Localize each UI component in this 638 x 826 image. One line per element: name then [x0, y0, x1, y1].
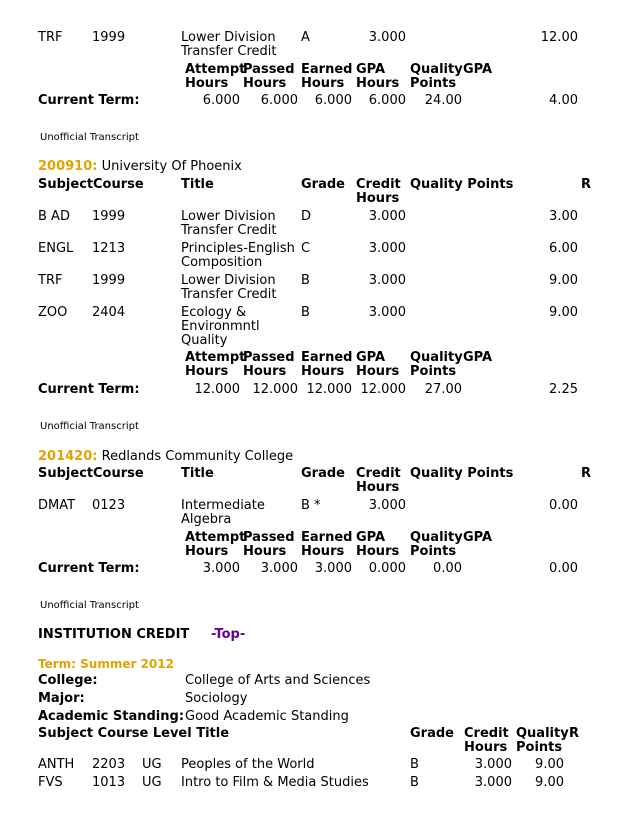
grade-cell: B: [301, 273, 310, 288]
earned-header-line2: Hours: [301, 76, 345, 91]
gpa-hours-value: 0.000: [368, 561, 406, 576]
gpa-value: 0.00: [549, 561, 578, 576]
grade-cell: D: [301, 209, 312, 224]
title-cell-line1: Lower Division: [181, 209, 276, 224]
subject-cell: B AD: [38, 209, 70, 224]
quality-header: Quality: [410, 350, 463, 365]
grade-cell: B: [301, 305, 310, 320]
earned-header: Earned: [301, 530, 353, 545]
attempt-header-line2: Hours: [185, 544, 229, 559]
passed-hours-value: 3.000: [260, 561, 298, 576]
institution-credit-heading: INSTITUTION CREDIT: [38, 627, 190, 642]
gpa-hours-header: GPA: [356, 350, 386, 365]
course-cell: 2404: [92, 305, 126, 320]
attempt-hours-value: 12.000: [194, 382, 240, 397]
attempt-header: Attempt: [185, 530, 246, 545]
title-header: Title: [181, 466, 214, 481]
gpa-header: GPA: [463, 350, 493, 365]
grade-cell: B *: [301, 498, 321, 513]
institution-name: University Of Phoenix: [101, 159, 242, 174]
attempt-header-line2: Hours: [185, 364, 229, 379]
institution-header: [38, 450, 293, 464]
subject-cell: ANTH: [38, 757, 75, 772]
title-cell-line2: Transfer Credit: [181, 223, 277, 238]
attempt-hours-value: 6.000: [202, 93, 240, 108]
course-cell: 1013: [92, 775, 126, 790]
passed-header: Passed: [243, 350, 295, 365]
earned-hours-value: 6.000: [314, 93, 352, 108]
top-link[interactable]: -Top-: [211, 627, 246, 642]
subject-header: Subject: [38, 177, 94, 192]
earned-header-line2: Hours: [301, 544, 345, 559]
credit-header-line2: Hours: [356, 480, 400, 495]
earned-hours-value: 12.000: [306, 382, 352, 397]
credit-header-line2: Hours: [464, 740, 508, 755]
grade-header: Grade: [410, 726, 454, 741]
gpa-header: GPA: [463, 530, 493, 545]
current-term-label: Current Term:: [38, 561, 140, 576]
quality-points-value: 24.00: [424, 93, 462, 108]
quality-points-cell: 9.00: [549, 273, 578, 288]
grade-cell: A: [301, 30, 310, 45]
title-cell-line3: Quality: [181, 333, 228, 348]
term-heading: Term: Summer 2012: [38, 657, 174, 671]
quality-header-line2: Points: [410, 544, 457, 559]
quality-points-cell: 3.00: [549, 209, 578, 224]
gpa-hours-header-line2: Hours: [356, 364, 400, 379]
grade-cell: B: [410, 775, 419, 790]
credit-cell: 3.000: [474, 775, 512, 790]
subject-cell: FVS: [38, 775, 63, 790]
passed-header: Passed: [243, 62, 295, 77]
current-term-label: Current Term:: [38, 93, 140, 108]
title-cell-line1: Ecology &: [181, 305, 247, 320]
course-cell: 1213: [92, 241, 126, 256]
passed-header: Passed: [243, 530, 295, 545]
quality-points-cell: 9.00: [535, 757, 564, 772]
quality-points-value: 0.00: [433, 561, 462, 576]
unofficial-transcript-note: Unofficial Transcript: [40, 421, 139, 432]
subject-course-level-title-header: Subject Course Level Title: [38, 726, 230, 741]
academic-standing-value: Good Academic Standing: [185, 709, 349, 724]
subject-cell: TRF: [38, 273, 63, 288]
subject-cell: DMAT: [38, 498, 76, 513]
quality-points-value: 27.00: [424, 382, 462, 397]
quality-points-cell: 9.00: [535, 775, 564, 790]
attempt-header-line2: Hours: [185, 76, 229, 91]
unofficial-transcript-note: Unofficial Transcript: [40, 600, 139, 611]
passed-header-line2: Hours: [243, 364, 287, 379]
gpa-hours-header: GPA: [356, 62, 386, 77]
quality-points-cell: 6.00: [549, 241, 578, 256]
title-cell-line2: Transfer Credit: [181, 44, 277, 59]
major-label: Major:: [38, 691, 85, 706]
grade-cell: C: [301, 241, 311, 256]
passed-header-line2: Hours: [243, 544, 287, 559]
quality-points-header: Quality Points: [410, 177, 514, 192]
course-cell: 1999: [92, 273, 126, 288]
course-header: Course: [93, 177, 144, 192]
attempt-header: Attempt: [185, 62, 246, 77]
earned-hours-value: 3.000: [314, 561, 352, 576]
credit-cell: 3.000: [368, 30, 406, 45]
quality-header-line2: Points: [410, 76, 457, 91]
credit-cell: 3.000: [368, 241, 406, 256]
grade-header: Grade: [301, 177, 345, 192]
course-cell: 2203: [92, 757, 126, 772]
quality-header-line2: Points: [410, 364, 457, 379]
current-term-label: Current Term:: [38, 382, 140, 397]
gpa-hours-header-line2: Hours: [356, 76, 400, 91]
gpa-value: 4.00: [549, 93, 578, 108]
quality-header-line2: Points: [516, 740, 563, 755]
title-header: Title: [181, 177, 214, 192]
subject-header: Subject: [38, 466, 94, 481]
credit-cell: 3.000: [368, 498, 406, 513]
gpa-header: GPA: [463, 62, 493, 77]
credit-cell: 3.000: [368, 209, 406, 224]
title-cell-line1: Lower Division: [181, 273, 276, 288]
level-cell: UG: [142, 757, 162, 772]
grade-cell: B: [410, 757, 419, 772]
course-cell: 1999: [92, 30, 126, 45]
passed-hours-value: 6.000: [260, 93, 298, 108]
term-code: 201420:: [38, 449, 98, 464]
credit-header: Credit: [356, 466, 401, 481]
academic-standing-label: Academic Standing:: [38, 709, 185, 724]
title-cell-line1: Principles-English: [181, 241, 295, 256]
credit-header: Credit: [356, 177, 401, 192]
institution-name: Redlands Community College: [101, 449, 294, 464]
attempt-header: Attempt: [185, 350, 246, 365]
quality-header: Quality: [410, 62, 463, 77]
title-cell-line2: Composition: [181, 255, 263, 270]
passed-header-line2: Hours: [243, 76, 287, 91]
course-cell: 0123: [92, 498, 126, 513]
institution-header: [38, 160, 242, 174]
unofficial-transcript-note: Unofficial Transcript: [40, 132, 139, 143]
subject-cell: TRF: [38, 30, 63, 45]
r-header: R: [581, 177, 592, 192]
r-header: R: [581, 466, 592, 481]
gpa-value: 2.25: [549, 382, 578, 397]
title-cell-line1: Intermediate: [181, 498, 265, 513]
quality-header: Quality: [410, 530, 463, 545]
title-cell-line2: Algebra: [181, 512, 232, 527]
credit-header-line2: Hours: [356, 191, 400, 206]
course-header: Course: [93, 466, 144, 481]
subject-cell: ENGL: [38, 241, 74, 256]
level-cell: UG: [142, 775, 162, 790]
attempt-hours-value: 3.000: [202, 561, 240, 576]
earned-header: Earned: [301, 62, 353, 77]
earned-header: Earned: [301, 350, 353, 365]
title-cell: Peoples of the World: [181, 757, 315, 772]
term-code: 200910:: [38, 159, 98, 174]
passed-hours-value: 12.000: [252, 382, 298, 397]
gpa-hours-header-line2: Hours: [356, 544, 400, 559]
quality-points-cell: 12.00: [540, 30, 578, 45]
subject-cell: ZOO: [38, 305, 68, 320]
earned-header-line2: Hours: [301, 364, 345, 379]
title-cell-line2: Environmntl: [181, 319, 260, 334]
course-cell: 1999: [92, 209, 126, 224]
title-cell: Intro to Film & Media Studies: [181, 775, 369, 790]
credit-cell: 3.000: [474, 757, 512, 772]
gpa-hours-header: GPA: [356, 530, 386, 545]
college-label: College:: [38, 673, 98, 688]
title-cell-line2: Transfer Credit: [181, 287, 277, 302]
quality-header: Quality: [516, 726, 569, 741]
major-value: Sociology: [185, 691, 248, 706]
quality-points-cell: 9.00: [549, 305, 578, 320]
title-cell-line1: Lower Division: [181, 30, 276, 45]
credit-header: Credit: [464, 726, 509, 741]
r-header: R: [569, 726, 580, 741]
quality-points-header: Quality Points: [410, 466, 514, 481]
credit-cell: 3.000: [368, 305, 406, 320]
college-value: College of Arts and Sciences: [185, 673, 371, 688]
gpa-hours-value: 6.000: [368, 93, 406, 108]
gpa-hours-value: 12.000: [360, 382, 406, 397]
quality-points-cell: 0.00: [549, 498, 578, 513]
credit-cell: 3.000: [368, 273, 406, 288]
grade-header: Grade: [301, 466, 345, 481]
